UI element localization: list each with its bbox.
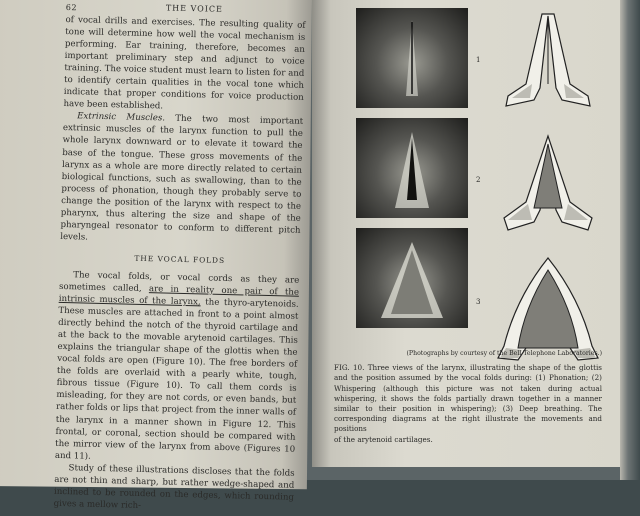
diagram-label: 2	[476, 176, 481, 184]
diagram-label: 1	[476, 56, 481, 64]
photo-credit: (Photographs by courtesy of the Bell Telephone Laboratories.)	[406, 350, 602, 357]
running-head: THE VOICE	[165, 3, 223, 14]
diagram-3	[476, 228, 606, 338]
page-number: 62	[65, 2, 78, 13]
figure-caption-last-line: of the arytenoid cartilages.	[334, 434, 433, 444]
paragraph-rest: the thyro-arytenoids. These muscles are attached in front to a point almost directly behind the notch of the thyroid cartilage and at the back to the movable arytenoid cartilages. This explains the triangular shape of the glottis when the vocal folds are open (Figure 10). The free borders of the folds are overlaid with a pearly white, tough, fibrous tissue (Figure 10). To call them cords is misleading, for they are not cords, or even bands, but rather folds or lips that project from the inner walls of the larynx in a manner shown in Figure 12. This frontal, or coronal, section should be compared with the mirror view of the larynx from above (Figures 10 and 11).	[54, 297, 299, 462]
figure-caption-block	[334, 349, 602, 445]
underlined-text: are in reality one pair of the intrinsic muscles of the larynx,	[58, 284, 300, 308]
paragraph-vocal-folds	[55, 269, 300, 468]
diagram-phonation-icon	[488, 8, 608, 118]
larynx-photo-phonation	[356, 8, 468, 108]
glottis-partial-image	[387, 128, 437, 212]
figure-caption: FIG. 10. Three views of the larynx, illustrating the shape of the glottis and the position assumed by the vocal folds during: (1) Phonation; (2) Whispering (although this picture was not taken during actual whispering, it shows the folds partially drawn together in a manner similar to their position in whispering); (3) Deep breathing. The corresponding diagrams at the right illustrate the movements and positions	[334, 363, 602, 434]
diagram-1	[476, 8, 606, 118]
larynx-photographs	[356, 8, 468, 338]
diagram-label: 3	[476, 298, 481, 306]
section-title: THE VOCAL FOLDS	[134, 253, 226, 265]
paragraph-body: The two most important extrinsic muscles of the larynx function to pull the whole larynx downward or to elevate it toward the base of the tongue. These gross movements of the larynx as a whole are more directly related to certain biological functions, such as swallowing, than to the process of phonation, though they probably serve to change the position of the larynx with respect to the pharynx, thus altering the size and shape of the pharyngeal resonator to conform to different pitch levels.	[60, 113, 304, 243]
page-edge	[620, 0, 640, 480]
larynx-photo-whispering	[356, 118, 468, 218]
diagram-whispering-icon	[488, 132, 608, 242]
paragraph-4: Study of these illustrations discloses that the folds are not thin and sharp, but rather wedge-shaped and inclined to be rounded on the edges, which rounding gives a mellow rich-	[53, 462, 295, 511]
glottis-open-image	[377, 238, 447, 322]
left-page-text	[54, 2, 306, 516]
glottis-closed-image	[392, 18, 432, 98]
larynx-photo-deep-breathing	[356, 228, 468, 328]
paragraph-heading: Extrinsic Muscles.	[77, 111, 166, 124]
paragraph-extrinsic-muscles	[60, 110, 303, 248]
arytenoid-diagrams	[476, 8, 606, 338]
paragraph-start: The vocal folds, or vocal cords as they are sometimes called,	[58, 270, 300, 295]
diagram-2	[476, 118, 606, 228]
paragraph-1: of vocal drills and exercises. The resulting quality of tone will determine how well the vocal mechanism is performing. Ear training, therefore, becomes an important preliminary step and adjunct to voice training. The voice student must learn to listen for and to identify certain qualities in the vocal tone which indicate that proper conditions for voice production have been established.	[63, 14, 306, 112]
